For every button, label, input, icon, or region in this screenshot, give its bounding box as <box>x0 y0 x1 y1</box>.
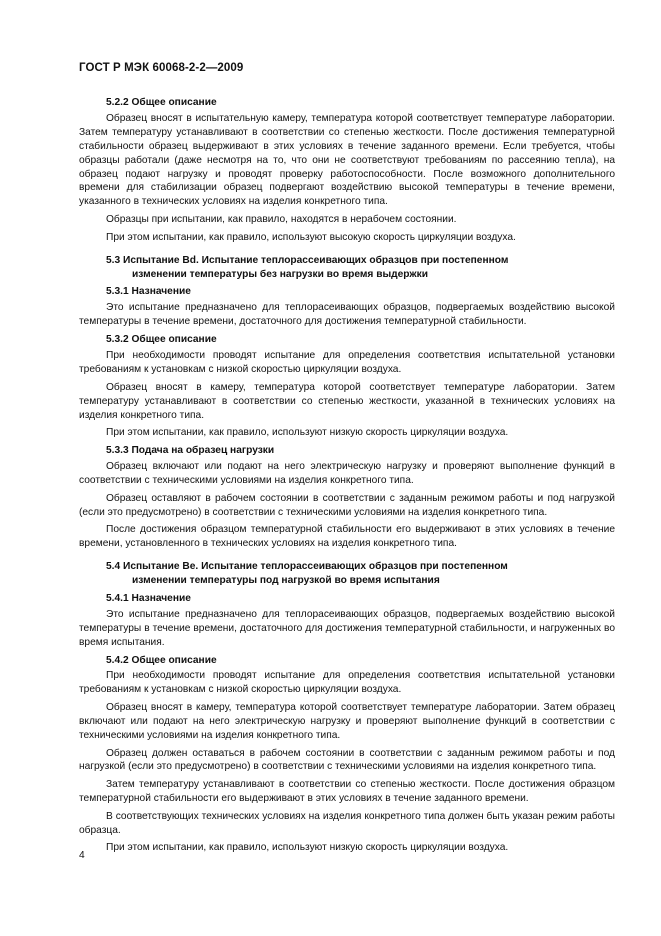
paragraph: Образец вносят в камеру, температура которой соответствует температуре лаборатории. Затем температуру устанавливают в соответствии со степенью жесткости, указанной в технических условиях на изделия конкретного типа. <box>79 381 615 421</box>
section-heading-5-3-3: 5.3.3 Подача на образец нагрузки <box>106 445 275 457</box>
section-heading-line: изменении температуры без нагрузки во время выдержки <box>132 268 428 280</box>
paragraph: При этом испытании, как правило, используют низкую скорость циркуляции воздуха. <box>106 842 509 854</box>
section-heading-5-4 <box>106 560 615 588</box>
paragraph: Это испытание предназначено для теплорасеивающих образцов, подвергаемых воздействию высокой температуры в течение времени, достаточного для достижения температурной стабильности. <box>79 302 615 328</box>
paragraph: При необходимости проводят испытание для определения соответствия испытательной установки требованиям к установкам с низкой скоростью циркуляции воздуха. <box>79 350 615 375</box>
section-heading-5-4-1: 5.4.1 Назначение <box>106 592 191 604</box>
section-heading-5-4-2: 5.4.2 Общее описание <box>106 654 217 666</box>
document-body <box>79 92 615 855</box>
paragraph: После достижения образцом температурной стабильности его выдерживают в этих условиях в течение времени, установленного в технических условиях на изделия конкретного типа. <box>79 524 615 550</box>
page-number: 4 <box>79 850 85 861</box>
document-header: ГОСТ Р МЭК 60068-2-2—2009 <box>79 62 244 74</box>
paragraph: Образцы при испытании, как правило, находятся в нерабочем состоянии. <box>106 214 457 226</box>
section-heading-line: 5.4 Испытание Be. Испытание теплорассеивающих образцов при постепенном <box>106 561 508 573</box>
section-heading-5-3-2: 5.3.2 Общее описание <box>106 334 217 346</box>
paragraph: Образец включают или подают на него электрическую нагрузку и проверяют выполнение функций в соответствии с техническими условиями на изделия конкретного типа. <box>79 461 615 486</box>
paragraph: Образец оставляют в рабочем состоянии в соответствии с заданным режимом работы и под нагрузкой (если это предусмотрено) в соответствии с техническими условиями на изделия конкретного типа. <box>79 492 615 518</box>
section-heading-line: 5.3 Испытание Bd. Испытание теплорассеивающих образцов при постепенном <box>106 254 509 266</box>
paragraph: Образец вносят в камеру, температура которой соответствует температуре лаборатории. Затем образец включают или подают на него электрическую нагрузку и проверяют выполнение функций в соответствии с техническими условиями на изделия конкретного типа. <box>79 702 615 741</box>
section-heading-5-3 <box>106 254 615 282</box>
paragraph: При этом испытании, как правило, используют низкую скорость циркуляции воздуха. <box>106 427 509 439</box>
paragraph: В соответствующих технических условиях на изделия конкретного типа должен быть указан режим работы образца. <box>79 810 615 836</box>
paragraph: Это испытание предназначено для теплорасеивающих образцов, подвергаемых воздействию высокой температуры в течение времени, достаточного для достижения температурной стабильности, и нагруженных во время испытания. <box>79 608 615 648</box>
paragraph: При этом испытании, как правило, используют высокую скорость циркуляции воздуха. <box>106 231 516 243</box>
paragraph: Образец должен оставаться в рабочем состоянии в соответствии с заданным режимом работы и под нагрузкой (если это предусмотрено) в соответствии с техническими условиями на изделия конкретного типа. <box>79 747 615 773</box>
paragraph: Образец вносят в испытательную камеру, температура которой соответствует температуре лаборатории. Затем температуру устанавливают в соответствии со степенью жесткости. После достижения температурной стабильности образец выдерживают в этих условиях в течение заданного времени. Если требуется, чтобы образцы работали (даже несмотря на то, что они не соответствуют требованиям по рассеянию тепла), на образец подают нагрузку и проводят проверку работоспособности. После возможного дополнительного времени для стабилизации образец подвергают воздействию высокой температуры в течение времени, указанного в технических условиях на изделия конкретного типа. <box>79 112 615 208</box>
section-heading-5-3-1: 5.3.1 Назначение <box>106 286 191 298</box>
section-heading-5-2-2: 5.2.2 Общее описание <box>106 97 217 108</box>
paragraph: При необходимости проводят испытание для определения соответствия испытательной установки требованиям к установкам с низкой скоростью циркуляции воздуха. <box>79 670 615 696</box>
section-heading-line: изменении температуры под нагрузкой во время испытания <box>132 574 440 586</box>
paragraph: Затем температуру устанавливают в соответствии со степенью жесткости. После достижения образцом температурной стабильности его выдерживают в этих условиях в течение заданного времени. <box>79 779 615 805</box>
